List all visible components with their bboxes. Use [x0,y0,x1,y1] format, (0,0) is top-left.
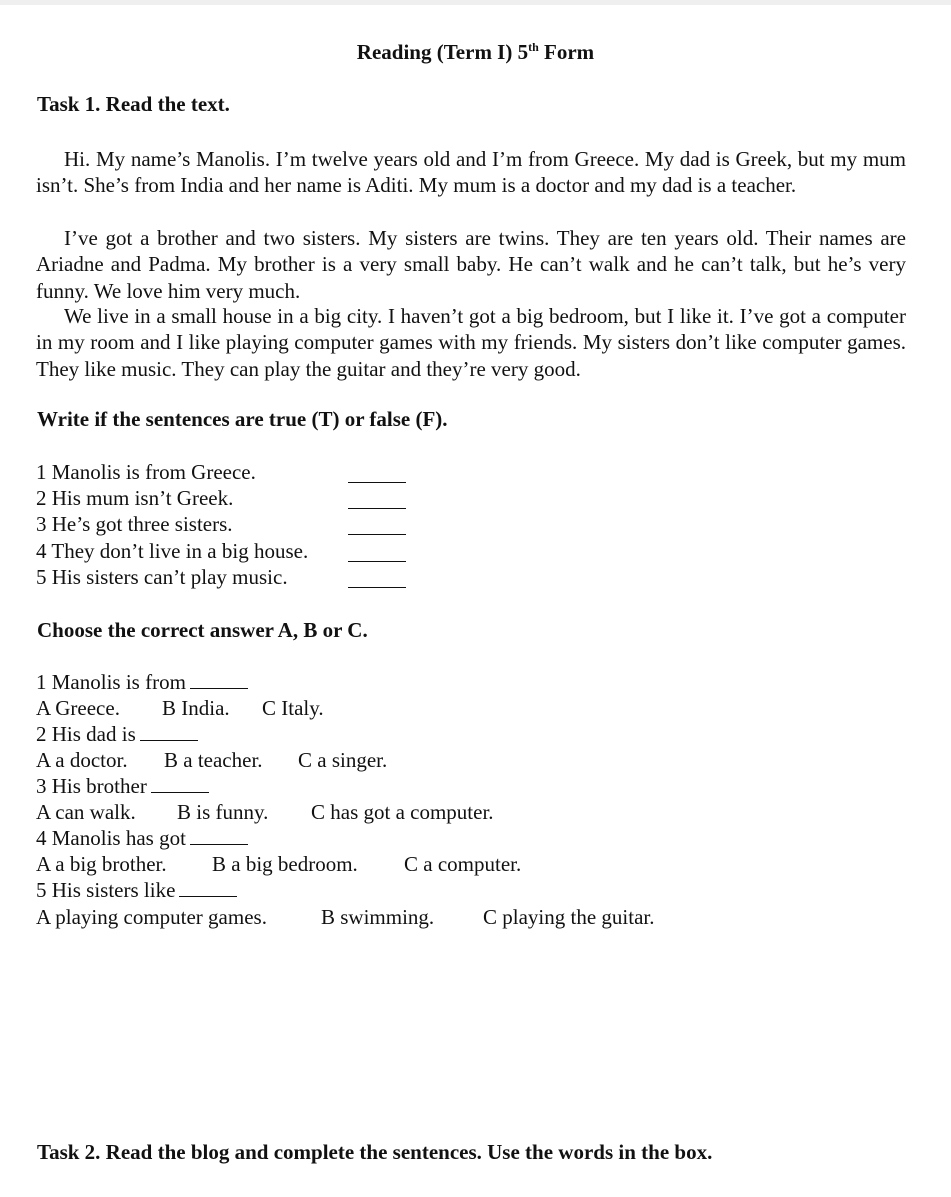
mc-option-c[interactable]: C playing the guitar. [483,905,655,929]
mc-option-b[interactable]: B swimming. [321,905,435,929]
mc-options-1 [36,695,324,721]
tf-answer-blank-5[interactable] [348,571,406,588]
mc-option-c[interactable]: C a singer. [298,748,388,772]
tf-statement-1: 1 Manolis is from Greece. [36,460,256,484]
tf-statement-5: 5 His sisters can’t play music. [36,565,288,589]
mc-question-2: 2 His dad is [36,721,198,747]
mc-option-b[interactable]: B India. [162,696,230,720]
mc-options-2 [36,747,387,773]
mc-answer-blank-5[interactable] [179,878,237,897]
task2-heading: Task 2. Read the blog and complete the sentences. Use the words in the box. [37,1140,713,1164]
reading-paragraph-1: Hi. My name’s Manolis. I’m twelve years old and I’m from Greece. My dad is Greek, but my mum isn’t. She’s from India and her name is Aditi. My mum is a doctor and my dad is a teacher. [36,147,906,198]
page-title: Reading (Term I) 5th Form [356,40,595,64]
mc-answer-blank-2[interactable] [140,722,198,741]
tf-answer-blank-4[interactable] [348,545,406,562]
mc-question-3: 3 His brother [36,773,209,799]
mc-option-a[interactable]: A Greece. [36,696,120,720]
mc-answer-blank-1[interactable] [190,670,248,689]
mc-question-1: 1 Manolis is from [36,669,248,695]
tf-answer-blank-2[interactable] [348,492,406,509]
task1-heading: Task 1. Read the text. [37,92,230,116]
mc-option-a[interactable]: A a big brother. [36,852,167,876]
mc-options-4 [36,851,521,877]
mc-option-b[interactable]: B a big bedroom. [212,852,358,876]
mc-options-5 [36,904,654,930]
mc-option-b[interactable]: B a teacher. [164,748,263,772]
top-strip [0,0,951,5]
mc-option-a[interactable]: A a doctor. [36,748,128,772]
mc-options-3 [36,799,494,825]
mc-option-a[interactable]: A can walk. [36,800,136,824]
mc-answer-blank-3[interactable] [151,774,209,793]
tf-answer-blank-1[interactable] [348,466,406,483]
mc-answer-blank-4[interactable] [190,826,248,845]
mc-question-5: 5 His sisters like [36,877,237,903]
mc-question-4: 4 Manolis has got [36,825,248,851]
tf-statement-3: 3 He’s got three sisters. [36,512,233,536]
mc-option-a[interactable]: A playing computer games. [36,905,267,929]
tf-answer-blank-3[interactable] [348,518,406,535]
reading-paragraph-2: I’ve got a brother and two sisters. My sisters are twins. They are ten years old. Their names are Ariadne and Padma. My brother is a very small baby. He can’t walk and he can’t talk, but he’s very funny. We love him very much. [36,226,906,303]
tf-statement-4: 4 They don’t live in a big house. [36,539,309,563]
tf-statement-2: 2 His mum isn’t Greek. [36,486,234,510]
mc-option-c[interactable]: C Italy. [262,696,324,720]
reading-paragraph-3: We live in a small house in a big city. I haven’t got a big bedroom, but I like it. I’ve got a computer in my room and I like playing computer games with my friends. My sisters don’t like computer games. They like music. They can play the guitar and they’re very good. [36,304,906,381]
multiple-choice-heading: Choose the correct answer A, B or C. [37,618,368,642]
mc-option-c[interactable]: C has got a computer. [311,800,494,824]
mc-option-c[interactable]: C a computer. [404,852,522,876]
mc-option-b[interactable]: B is funny. [177,800,269,824]
true-false-heading: Write if the sentences are true (T) or false (F). [37,407,448,431]
